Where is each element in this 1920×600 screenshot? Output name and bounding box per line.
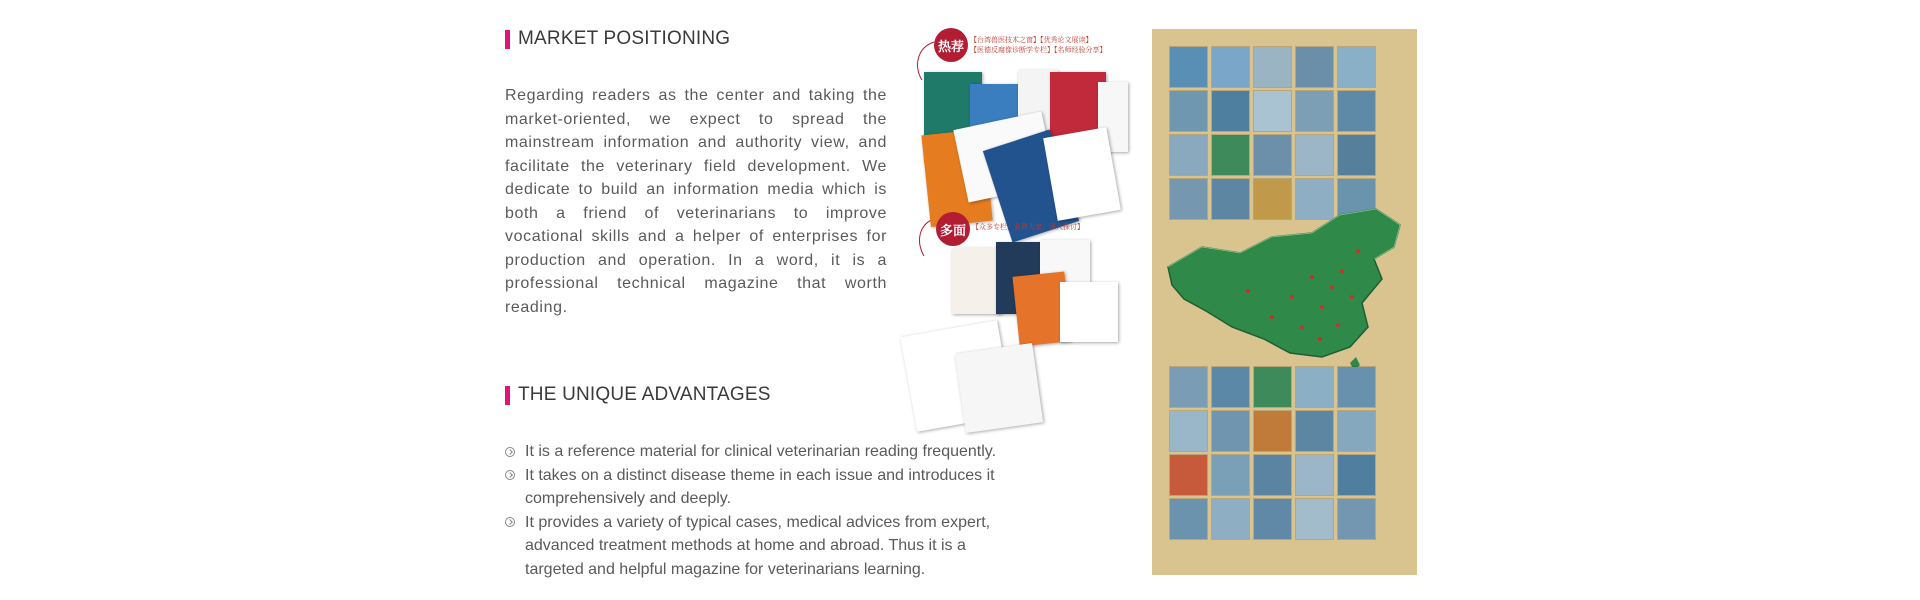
- magazine-spread: [955, 343, 1043, 433]
- reader-photo: [1212, 135, 1249, 175]
- reader-photo: [1212, 47, 1249, 87]
- reader-photo: [1254, 499, 1291, 539]
- reader-photo: [1212, 367, 1249, 407]
- list-item: [505, 440, 1025, 464]
- reader-photo: [1338, 411, 1375, 451]
- magazine-page: [952, 248, 1002, 314]
- reader-photo: [1254, 135, 1291, 175]
- advantage-text: It is a reference material for clinical veterinarian reading frequently.: [525, 443, 997, 460]
- chevron-circle-icon: [505, 440, 525, 463]
- china-map: [1162, 207, 1412, 377]
- reader-photo: [1170, 135, 1207, 175]
- reader-photo: [1170, 455, 1207, 495]
- reader-photo: [1338, 135, 1375, 175]
- reader-photo: [1170, 91, 1207, 131]
- reader-photo: [1296, 91, 1333, 131]
- reader-photo: [1338, 367, 1375, 407]
- reader-photo: [1212, 91, 1249, 131]
- reader-photo: [1212, 411, 1249, 451]
- tagline-hot-2: 【医德反腐像诊断学专栏】【名师经验分享】: [970, 47, 1107, 54]
- tagline-hot-1: 【台湾兽医技术之窗】【优秀论文展读】: [970, 37, 1093, 44]
- magazine-collage: [900, 28, 1130, 438]
- reader-photo: [1296, 455, 1333, 495]
- chevron-circle-icon: [505, 464, 525, 487]
- advantage-text: It takes on a distinct disease theme in each issue and introduces it comprehensively and deeply.: [525, 466, 995, 507]
- reader-photo: [1296, 499, 1333, 539]
- heading-accent-bar: [505, 30, 510, 49]
- list-item: [505, 464, 1025, 511]
- tagline-multi: 【众多专栏，业界大家，深入探讨】: [972, 224, 1084, 231]
- reader-photo: [1170, 367, 1207, 407]
- reader-photo: [1170, 499, 1207, 539]
- reader-photo: [1254, 411, 1291, 451]
- reader-photo: [1254, 91, 1291, 131]
- reader-photo: [1170, 47, 1207, 87]
- market-positioning-title: MARKET POSITIONING: [518, 28, 731, 49]
- unique-advantages-title: THE UNIQUE ADVANTAGES: [518, 384, 771, 405]
- reader-photo: [1338, 47, 1375, 87]
- badge-hot: 热荐: [934, 28, 968, 62]
- reader-photo: [1338, 455, 1375, 495]
- reader-photo: [1296, 367, 1333, 407]
- reader-photo: [1254, 47, 1291, 87]
- chevron-circle-icon: [505, 511, 525, 534]
- reader-photo: [1254, 455, 1291, 495]
- reader-photo: [1296, 47, 1333, 87]
- market-positioning-heading: [505, 28, 730, 50]
- reader-photo: [1212, 499, 1249, 539]
- reader-photo: [1338, 91, 1375, 131]
- magazine-page: [1060, 282, 1118, 342]
- reader-photo: [1170, 411, 1207, 451]
- market-positioning-paragraph: Regarding readers as the center and taking the market-oriented, we expect to spread the mainstream information and authority view, and facilitate the veterinary field development. We dedicate to build an information media which is both a friend of veterinarians to improve vocational skills and a helper of enterprises for production and operation. In a word, it is a professional technical magazine that worth reading.: [505, 87, 887, 316]
- list-item: [505, 511, 1025, 582]
- reader-photo: [1254, 367, 1291, 407]
- unique-advantages-heading: [505, 384, 771, 406]
- reader-photo: [1296, 135, 1333, 175]
- reader-photo: [1296, 411, 1333, 451]
- reader-photo: [1212, 455, 1249, 495]
- heading-accent-bar: [505, 386, 510, 405]
- advantage-text: It provides a variety of typical cases, medical advices from expert, advanced treatment methods at home and abroad. Thus it is a targeted and helpful magazine for veterinarians learning.: [525, 513, 991, 578]
- badge-multi: 多面: [936, 212, 970, 246]
- advantages-list: [505, 440, 1025, 581]
- readers-map-panel: [1152, 29, 1417, 575]
- reader-photo: [1338, 499, 1375, 539]
